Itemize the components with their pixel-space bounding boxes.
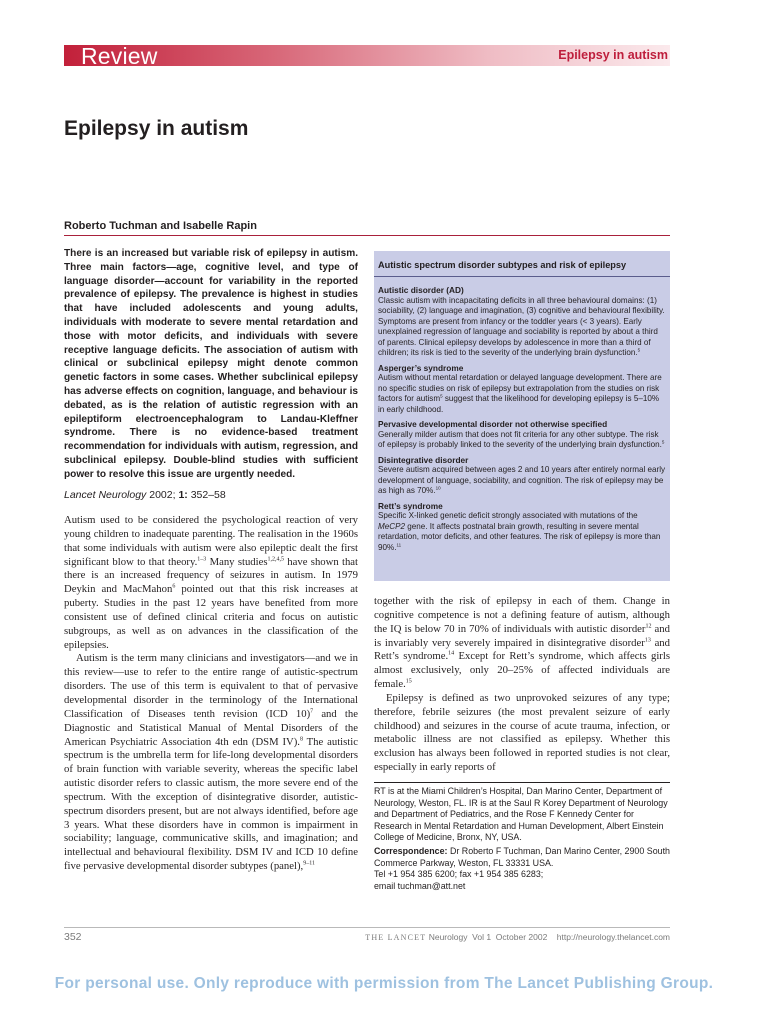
body-text: and Rett’s syndrome. [374, 636, 670, 663]
panel-heading-asperger: Asperger’s syndrome [378, 362, 464, 373]
body-paragraph: Epilepsy is defined as two unprovoked seizures of any type; therefore, febrile seizures (the most prevalent seizure of early childhood) and seizures in the course of acute trauma, infection, or metabolic illness are not classified as epilepsy. Whether this exclusion has always been followed in reported studies is not clear, especially in early reports of [374, 691, 670, 774]
affiliations-text: RT is at the Miami Children’s Hospital, Dan Marino Center, Department of Neurology, Weston, FL. IR is at the Saul R Korey Department of Neurology and Department of Pediatrics, and the Rose F Kennedy Center for Research in Mental Retardation and Human Development, Albert Einstein College of Medicine, Bronx, NY, USA. [374, 786, 668, 843]
reference-marker: 7 [310, 708, 314, 715]
article-title: Epilepsy in autism [64, 117, 249, 140]
body-text: Many studies [206, 555, 268, 568]
reference-marker: 14 [448, 650, 455, 657]
panel-text: Specific X-linked genetic deficit strongly associated with mutations of the [378, 511, 638, 520]
reference-marker: 11 [396, 541, 402, 547]
citation-pages: 352–58 [190, 489, 226, 501]
body-text: Autism used to be considered the psychological reaction of very young children to inadequate parenting. The realisation in the 1960s that some individuals with autism were also epileptic dealt the first significant blow to that theory. [64, 514, 358, 568]
reference-marker: 12 [645, 623, 652, 630]
panel-text: suggest that the likelihood for developing epilepsy is 5–10% in early childhood. [378, 394, 660, 414]
telephone: Tel +1 954 385 6200; fax +1 954 385 6283; [374, 869, 544, 880]
body-text: and is invariably very severely impaired in disintegrative disorder [374, 622, 670, 649]
gene-name: MeCP2 [378, 521, 405, 531]
citation [64, 488, 226, 502]
panel-text-disintegrative [378, 465, 666, 497]
body-paragraph [64, 652, 358, 874]
section-label: Review [81, 43, 158, 69]
correspondence-label: Correspondence: [374, 845, 448, 856]
email: email tuchman@att.net [374, 880, 466, 891]
running-title: Epilepsy in autism [558, 48, 668, 62]
body-text: together with the risk of epilepsy in each of them. Change in cognitive competence is not a defining feature of autism, although the IQ is below 70 in 70% of individuals with autistic disorder [374, 595, 670, 635]
reference-marker: 1,2,4,5 [267, 555, 285, 562]
panel-title: Autistic spectrum disorder subtypes and risk of epilepsy [378, 260, 627, 270]
affiliations [374, 786, 670, 892]
panel-text-ad [378, 296, 666, 359]
panel-text: gene. It affects postnatal brain growth, resulting in severe mental retardation, motor deficits, and other features. The risk of epilepsy is more than 90%. [378, 521, 661, 552]
body-text: and the Diagnostic and Statistical Manual of Mental Disorders of the American Psychiatric Association 4th edn (DSM IV). [64, 707, 358, 748]
panel-text-rett [378, 511, 666, 553]
panel-heading-pdd: Pervasive developmental disorder not otherwise specified [378, 419, 608, 429]
correspondence-address: Dr Roberto F Tuchman, Dan Marino Center, 2900 South Commerce Parkway, Weston, FL 33331 USA. [374, 845, 670, 868]
reference-marker: 9–11 [303, 860, 315, 867]
body-text: The autistic spectrum is the umbrella term for life-long developmental disorders of brain function with variable severity, whereas the specific label autistic disorder refers to classic autism, the more severe end of the spectrum. With the exception of disintegrative disorder, autistic-spectrum disorders present, but are not always identified, before age 3 years. What these disorders have in common is impairment in sociability; language, communicative skills, and imagination; and intellectual and behavioural flexibility. DSM IV and ICD 10 define five pervasive developmental disorder subtypes (panel), [64, 735, 358, 873]
abstract: There is an increased but variable risk of epilepsy in autism. Three main factors—age, cognitive level, and type of language disorder—account for variability in the reported prevalence of epilepsy. The prevalence is highest in studies that have included adolescents and young adults, individuals with moderate to severe mental retardation and those with motor deficits, and individuals with severe receptive language deficits. The association of autism with clinical or subclinical epilepsy might denote common genetic factors in some cases. Whether subclinical epilepsy has adverse effects on cognition, language, and behaviour is debated, as is the relation of autistic regression with an epileptiform electroencephalogram to Landau-Kleffner syndrome. There is no evidence-based treatment recommendation for individuals with autism, regression, and subclinical epilepsy. Double-blind studies with sufficient power to resolve this issue are urgently needed. [64, 248, 358, 480]
authors-divider [64, 235, 670, 236]
citation-year: 2002; [149, 489, 176, 501]
affiliations-divider [374, 782, 670, 783]
page-number: 352 [64, 931, 82, 943]
panel-text-asperger [378, 373, 666, 415]
body-paragraph [64, 514, 358, 652]
panel-text: Classic autism with incapacitating deficits in all three behavioural domains: (1) sociability, (2) language and imagination, (3) cognitive and behavioural flexibility. Symptoms are present from infancy or the toddler years (< 3 years). Early unexplained regression of language and sociability is reported by about a third of parents. Clinical epilepsy develops by adolescence in more than a third of children; its risk is tied to the severity of the underlying brain dysfunction. [378, 295, 665, 357]
reference-marker: 15 [405, 678, 412, 685]
body-column-right [374, 595, 670, 775]
body-text: Autism is the term many clinicians and investigators—and we in this review—use to refer to the entire range of autistic-spectrum disorders. The use of this term is equivalent to that of pervasive developmental disorder in the terminology of the International Classification of Diseases tenth revision (ICD 10) [64, 652, 358, 720]
body-text: Except for Rett’s syndrome, which affects girls almost exclusively, only 20–25% of affected individuals are female. [374, 650, 670, 691]
reference-marker: 5 [661, 439, 665, 445]
panel-heading-rett: Rett’s syndrome [378, 500, 443, 511]
panel-text: Autism without mental retardation or delayed language development. There are no specific studies on risk of epilepsy but extrapolation from the studies on risk factors for autism [378, 373, 662, 403]
reference-marker: 8 [299, 735, 303, 742]
subtypes-panel [374, 251, 670, 581]
reference-marker: 10 [435, 485, 441, 491]
panel-text: Severe autism acquired between ages 2 and 10 years after entirely normal early development of language, sociability, and cognition. The risk of epilepsy may be as high as 70%. [378, 465, 666, 495]
footer-journal-info: Neurology Vol 1 October 2002 http://neurology.thelancet.com [426, 932, 670, 942]
body-paragraph [374, 595, 670, 692]
panel-text-pdd [378, 430, 666, 451]
reference-marker: 13 [644, 636, 651, 643]
panel-text: Generally milder autism that does not fit criteria for any other subtype. The risk of epilepsy is probably linked to the severity of the underlying brain dysfunction. [378, 429, 662, 449]
reference-marker: 1–3 [197, 555, 207, 562]
footer-divider [64, 927, 670, 928]
reference-marker: 5 [637, 347, 641, 353]
footer-lancet: THE LANCET [365, 933, 427, 942]
body-text: pointed out that this risk increases at puberty. Studies in the past 12 years have benefited from more consistent use of defined clinical criteria and focus on autistic subgroups, as well as on advances in the classification of the epilepsies. [64, 583, 358, 651]
reference-marker: 5 [440, 393, 443, 399]
citation-journal: Lancet Neurology [64, 489, 147, 501]
body-column-left [64, 514, 358, 874]
permission-watermark: For personal use. Only reproduce with permission from The Lancet Publishing Group. [54, 975, 714, 992]
panel-title-divider [374, 276, 670, 277]
panel-heading-ad: Autistic disorder (AD) [378, 285, 464, 295]
citation-volume: 1: [178, 489, 188, 501]
correspondence [374, 846, 670, 869]
authors: Roberto Tuchman and Isabelle Rapin [64, 220, 257, 232]
panel-heading-disintegrative: Disintegrative disorder [378, 454, 469, 465]
footer-journal [365, 931, 670, 944]
reference-marker: 6 [172, 583, 176, 590]
body-text: have shown that there is an increased frequency of seizures in autism. In 1979 Deykin and MacMahon [64, 555, 359, 596]
